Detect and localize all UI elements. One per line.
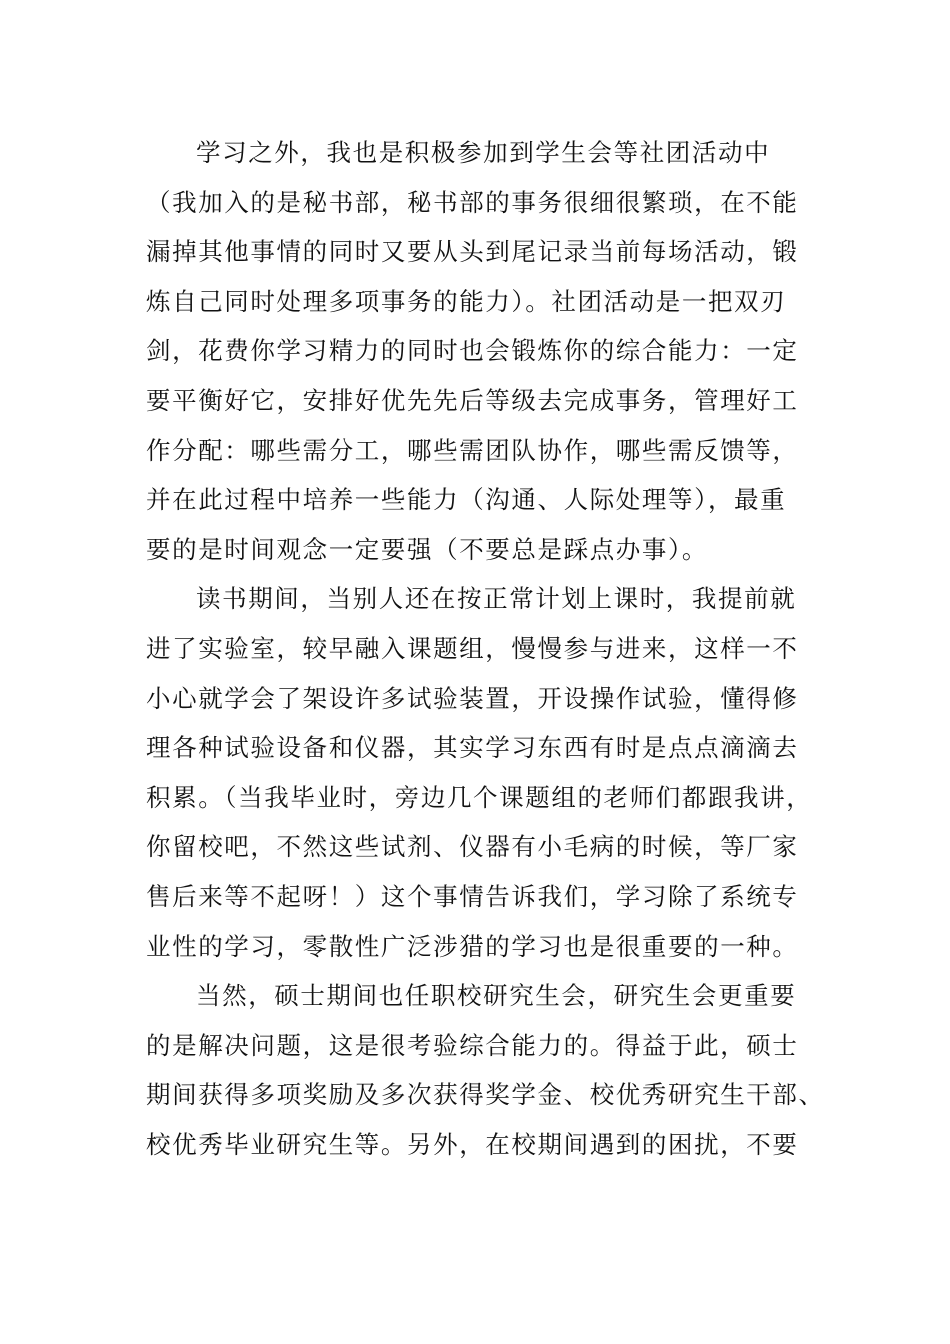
text-line: 小心就学会了架设许多试验装置，开设操作试验，懂得修	[146, 683, 799, 713]
document-body	[146, 128, 825, 1169]
text-line: 并在此过程中培养一些能力（沟通、人际处理等），最重	[146, 485, 787, 515]
text-line: （我加入的是秘书部，秘书部的事务很细很繁琐，在不能	[146, 187, 799, 217]
paragraph-laboratory	[146, 574, 813, 971]
paragraph-student-union	[146, 128, 806, 574]
text-line: 要的是时间观念一定要强（不要总是踩点办事）。	[146, 534, 708, 564]
text-line: 业性的学习，零散性广泛涉猎的学习也是很重要的一种。	[146, 931, 799, 961]
text-line: 炼自己同时处理多项事务的能力）。社团活动是一把双刃	[146, 286, 787, 316]
paragraph-graduate-union	[146, 971, 825, 1169]
text-line: 要平衡好它，安排好优先先后等级去完成事务，管理好工	[146, 385, 799, 415]
text-line: 剑，花费你学习精力的同时也会锻炼你的综合能力：一定	[146, 336, 799, 366]
text-line: 售后来等不起呀！）这个事情告诉我们，学习除了系统专	[146, 881, 799, 911]
text-line: 读书期间，当别人还在按正常计划上课时，我提前就	[196, 584, 797, 614]
text-line: 学习之外，我也是积极参加到学生会等社团活动中	[196, 138, 771, 167]
text-line: 校优秀毕业研究生等。另外，在校期间遇到的困扰，不要	[146, 1129, 799, 1159]
text-line: 期间获得多项奖励及多次获得奖学金、校优秀研究生干部、	[146, 1080, 825, 1110]
text-line: 当然，硕士期间也任职校研究生会，研究生会更重要	[196, 981, 797, 1011]
text-line: 理各种试验设备和仪器，其实学习东西有时是点点滴滴去	[146, 733, 799, 763]
text-line: 你留校吧，不然这些试剂、仪器有小毛病的时候，等厂家	[146, 832, 799, 862]
text-line: 漏掉其他事情的同时又要从头到尾记录当前每场活动，锻	[146, 237, 799, 267]
text-line: 作分配：哪些需分工，哪些需团队协作，哪些需反馈等，	[146, 435, 799, 465]
text-line: 积累。（当我毕业时，旁边几个课题组的老师们都跟我讲，	[146, 782, 813, 812]
text-line: 进了实验室，较早融入课题组，慢慢参与进来，这样一不	[146, 633, 799, 663]
text-line: 的是解决问题，这是很考验综合能力的。得益于此，硕士	[146, 1030, 799, 1060]
